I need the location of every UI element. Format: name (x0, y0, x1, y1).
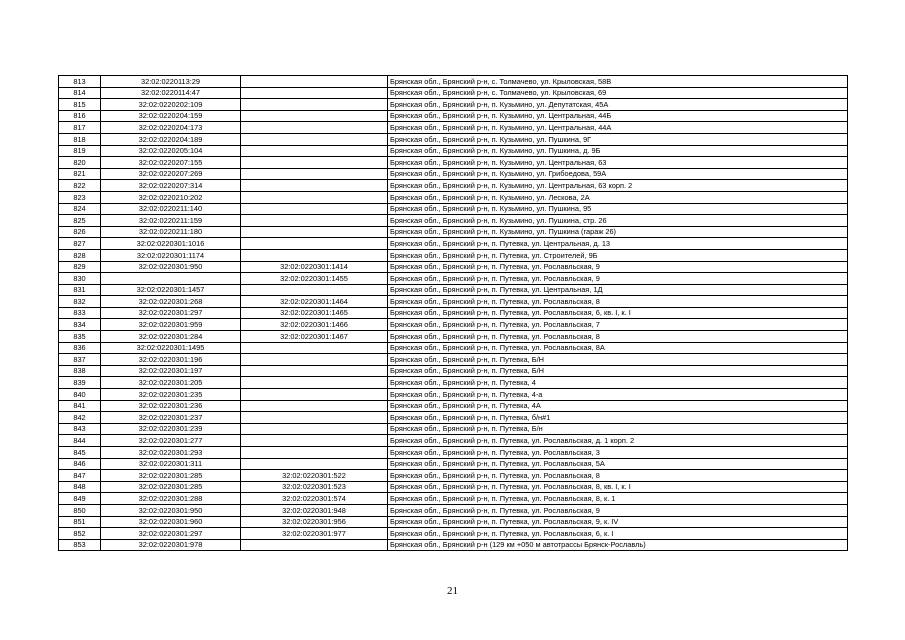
related-cadastral-number-cell (241, 133, 388, 145)
address-cell: Брянская обл., Брянский р-н, п. Кузьмино, ул. Лескова, 2А (388, 191, 848, 203)
row-number-cell: 831 (59, 284, 101, 296)
address-cell: Брянская обл., Брянский р-н, с. Толмачево, ул. Крыловская, 58В (388, 76, 848, 88)
table-row (59, 226, 848, 238)
address-cell: Брянская обл., Брянский р-н, п. Кузьмино, ул. Центральная, 63 корп. 2 (388, 180, 848, 192)
related-cadastral-number-cell (241, 284, 388, 296)
related-cadastral-number-cell (241, 238, 388, 250)
row-number-cell: 813 (59, 76, 101, 88)
row-number-cell: 834 (59, 319, 101, 331)
cadastral-number-cell: 32:02:0220204:189 (101, 133, 241, 145)
address-cell: Брянская обл., Брянский р-н, п. Кузьмино, ул. Пушкина, д. 9Б (388, 145, 848, 157)
related-cadastral-number-cell (241, 157, 388, 169)
related-cadastral-number-cell (241, 412, 388, 424)
address-cell: Брянская обл., Брянский р-н, п. Путевка, ул. Рославльская, 8, к. 1 (388, 493, 848, 505)
address-cell: Брянская обл., Брянский р-н, п. Путевка, ул. Рославльская, 8 (388, 470, 848, 482)
row-number-cell: 817 (59, 122, 101, 134)
address-cell: Брянская обл., Брянский р-н, п. Путевка, ул. Строителей, 9Б (388, 249, 848, 261)
row-number-cell: 839 (59, 377, 101, 389)
address-cell: Брянская обл., Брянский р-н, п. Кузьмино, ул. Пушкина, стр. 26 (388, 215, 848, 227)
related-cadastral-number-cell (241, 377, 388, 389)
row-number-cell: 838 (59, 365, 101, 377)
cadastral-number-cell: 32:02:0220301:237 (101, 412, 241, 424)
table-row (59, 470, 848, 482)
address-cell: Брянская обл., Брянский р-н, п. Кузьмино, ул. Центральная, 44Б (388, 110, 848, 122)
related-cadastral-number-cell: 32:02:0220301:523 (241, 481, 388, 493)
row-number-cell: 851 (59, 516, 101, 528)
related-cadastral-number-cell (241, 168, 388, 180)
table-row (59, 377, 848, 389)
related-cadastral-number-cell (241, 122, 388, 134)
cadastral-number-cell: 32:02:0220301:285 (101, 470, 241, 482)
address-cell: Брянская обл., Брянский р-н, п. Путевка, ул. Рославльская, 3 (388, 447, 848, 459)
row-number-cell: 848 (59, 481, 101, 493)
registry-table (58, 75, 848, 551)
related-cadastral-number-cell: 32:02:0220301:956 (241, 516, 388, 528)
related-cadastral-number-cell (241, 110, 388, 122)
table-row (59, 389, 848, 401)
table-row (59, 191, 848, 203)
table-row (59, 365, 848, 377)
address-cell: Брянская обл., Брянский р-н, п. Путевка, ул. Рославльская, 8, кв. I, к. I (388, 481, 848, 493)
related-cadastral-number-cell (241, 226, 388, 238)
row-number-cell: 819 (59, 145, 101, 157)
table-row (59, 319, 848, 331)
table-row (59, 504, 848, 516)
address-cell: Брянская обл., Брянский р-н, п. Путевка, ул. Центральная, 1Д (388, 284, 848, 296)
cadastral-number-cell: 32:02:0220207:269 (101, 168, 241, 180)
related-cadastral-number-cell (241, 191, 388, 203)
cadastral-number-cell: 32:02:0220301:1174 (101, 249, 241, 261)
table-row (59, 516, 848, 528)
address-cell: Брянская обл., Брянский р-н, с. Толмачево, ул. Крыловская, 69 (388, 87, 848, 99)
cadastral-number-cell: 32:02:0220301:297 (101, 528, 241, 540)
table-row (59, 296, 848, 308)
cadastral-number-cell: 32:02:0220301:978 (101, 539, 241, 551)
related-cadastral-number-cell (241, 145, 388, 157)
related-cadastral-number-cell (241, 354, 388, 366)
row-number-cell: 844 (59, 435, 101, 447)
row-number-cell: 845 (59, 447, 101, 459)
address-cell: Брянская обл., Брянский р-н, п. Путевка, ул. Рославльская, 9 (388, 261, 848, 273)
cadastral-number-cell: 32:02:0220301:311 (101, 458, 241, 470)
row-number-cell: 842 (59, 412, 101, 424)
related-cadastral-number-cell (241, 180, 388, 192)
related-cadastral-number-cell: 32:02:0220301:1464 (241, 296, 388, 308)
row-number-cell: 826 (59, 226, 101, 238)
cadastral-number-cell: 32:02:0220301:285 (101, 481, 241, 493)
table-row (59, 447, 848, 459)
address-cell: Брянская обл., Брянский р-н, п. Кузьмино, ул. Депутатская, 45А (388, 99, 848, 111)
cadastral-number-cell: 32:02:0220301:959 (101, 319, 241, 331)
table-row (59, 203, 848, 215)
cadastral-number-cell: 32:02:0220113:29 (101, 76, 241, 88)
table-row (59, 412, 848, 424)
table-row (59, 354, 848, 366)
address-cell: Брянская обл., Брянский р-н, п. Путевка, ул. Рославльская, 8 (388, 296, 848, 308)
table-row (59, 133, 848, 145)
related-cadastral-number-cell (241, 539, 388, 551)
cadastral-number-cell: 32:02:0220211:159 (101, 215, 241, 227)
address-cell: Брянская обл., Брянский р-н, п. Кузьмино, ул. Пушкина (гараж 26) (388, 226, 848, 238)
related-cadastral-number-cell: 32:02:0220301:977 (241, 528, 388, 540)
cadastral-number-cell: 32:02:0220202:109 (101, 99, 241, 111)
cadastral-number-cell: 32:02:0220301:197 (101, 365, 241, 377)
address-cell: Брянская обл., Брянский р-н, п. Путевка, ул. Рославльская, 8 (388, 331, 848, 343)
table-row (59, 157, 848, 169)
page-number: 21 (447, 585, 458, 597)
related-cadastral-number-cell (241, 249, 388, 261)
table-row (59, 331, 848, 343)
row-number-cell: 836 (59, 342, 101, 354)
row-number-cell: 820 (59, 157, 101, 169)
address-cell: Брянская обл., Брянский р-н, п. Путевка, 4 (388, 377, 848, 389)
table-row (59, 307, 848, 319)
row-number-cell: 823 (59, 191, 101, 203)
cadastral-number-cell: 32:02:0220301:284 (101, 331, 241, 343)
related-cadastral-number-cell (241, 342, 388, 354)
table-row (59, 261, 848, 273)
table-row (59, 400, 848, 412)
related-cadastral-number-cell (241, 458, 388, 470)
related-cadastral-number-cell: 32:02:0220301:574 (241, 493, 388, 505)
address-cell: Брянская обл., Брянский р-н, п. Путевка, ул. Рославльская, 9 (388, 273, 848, 285)
row-number-cell: 821 (59, 168, 101, 180)
address-cell: Брянская обл., Брянский р-н, п. Путевка, ул. Рославльская, 6, кв. I, к. I (388, 307, 848, 319)
cadastral-number-cell: 32:02:0220207:155 (101, 157, 241, 169)
row-number-cell: 833 (59, 307, 101, 319)
cadastral-number-cell: 32:02:0220301:1016 (101, 238, 241, 250)
row-number-cell: 822 (59, 180, 101, 192)
cadastral-number-cell: 32:02:0220301:268 (101, 296, 241, 308)
row-number-cell: 825 (59, 215, 101, 227)
row-number-cell: 846 (59, 458, 101, 470)
cadastral-number-cell: 32:02:0220207:314 (101, 180, 241, 192)
related-cadastral-number-cell (241, 203, 388, 215)
related-cadastral-number-cell: 32:02:0220301:1467 (241, 331, 388, 343)
related-cadastral-number-cell: 32:02:0220301:1466 (241, 319, 388, 331)
table-row (59, 87, 848, 99)
related-cadastral-number-cell: 32:02:0220301:1455 (241, 273, 388, 285)
table-row (59, 458, 848, 470)
row-number-cell: 841 (59, 400, 101, 412)
table-row (59, 435, 848, 447)
address-cell: Брянская обл., Брянский р-н, п. Путевка, Б/Н (388, 365, 848, 377)
row-number-cell: 816 (59, 110, 101, 122)
cadastral-number-cell: 32:02:0220301:293 (101, 447, 241, 459)
cadastral-number-cell (101, 273, 241, 285)
cadastral-number-cell: 32:02:0220211:180 (101, 226, 241, 238)
table-row (59, 273, 848, 285)
cadastral-number-cell: 32:02:0220210:202 (101, 191, 241, 203)
address-cell: Брянская обл., Брянский р-н, п. Путевка, 4А (388, 400, 848, 412)
cadastral-number-cell: 32:02:0220301:239 (101, 423, 241, 435)
row-number-cell: 824 (59, 203, 101, 215)
row-number-cell: 830 (59, 273, 101, 285)
address-cell: Брянская обл., Брянский р-н, п. Кузьмино, ул. Пушкина, 95 (388, 203, 848, 215)
address-cell: Брянская обл., Брянский р-н, п. Кузьмино, ул. Центральная, 63 (388, 157, 848, 169)
related-cadastral-number-cell (241, 435, 388, 447)
address-cell: Брянская обл., Брянский р-н, п. Кузьмино, ул. Пушкина, 9Г (388, 133, 848, 145)
related-cadastral-number-cell (241, 76, 388, 88)
table-row (59, 99, 848, 111)
cadastral-number-cell: 32:02:0220301:277 (101, 435, 241, 447)
registry-table-body (59, 76, 848, 551)
related-cadastral-number-cell (241, 423, 388, 435)
row-number-cell: 847 (59, 470, 101, 482)
table-row (59, 493, 848, 505)
table-row (59, 423, 848, 435)
address-cell: Брянская обл., Брянский р-н, п. Путевка, ул. Рославльская, 9 (388, 504, 848, 516)
address-cell: Брянская обл., Брянский р-н, п. Путевка, Б/н (388, 423, 848, 435)
related-cadastral-number-cell: 32:02:0220301:1414 (241, 261, 388, 273)
cadastral-number-cell: 32:02:0220301:1457 (101, 284, 241, 296)
address-cell: Брянская обл., Брянский р-н, п. Путевка, ул. Рославльская, д. 1 корп. 2 (388, 435, 848, 447)
row-number-cell: 814 (59, 87, 101, 99)
cadastral-number-cell: 32:02:0220301:960 (101, 516, 241, 528)
table-row (59, 481, 848, 493)
row-number-cell: 843 (59, 423, 101, 435)
row-number-cell: 853 (59, 539, 101, 551)
cadastral-number-cell: 32:02:0220301:205 (101, 377, 241, 389)
row-number-cell: 832 (59, 296, 101, 308)
row-number-cell: 818 (59, 133, 101, 145)
table-row (59, 238, 848, 250)
row-number-cell: 850 (59, 504, 101, 516)
table-row (59, 539, 848, 551)
related-cadastral-number-cell (241, 87, 388, 99)
address-cell: Брянская обл., Брянский р-н, п. Путевка, 4-а (388, 389, 848, 401)
address-cell: Брянская обл., Брянский р-н, п. Путевка, ул. Рославльская, 8А (388, 342, 848, 354)
table-row (59, 284, 848, 296)
row-number-cell: 828 (59, 249, 101, 261)
row-number-cell: 829 (59, 261, 101, 273)
row-number-cell: 837 (59, 354, 101, 366)
cadastral-number-cell: 32:02:0220301:196 (101, 354, 241, 366)
table-row (59, 122, 848, 134)
address-cell: Брянская обл., Брянский р-н, п. Кузьмино, ул. Центральная, 44А (388, 122, 848, 134)
related-cadastral-number-cell (241, 99, 388, 111)
related-cadastral-number-cell: 32:02:0220301:522 (241, 470, 388, 482)
table-row (59, 342, 848, 354)
table-row (59, 249, 848, 261)
row-number-cell: 840 (59, 389, 101, 401)
address-cell: Брянская обл., Брянский р-н, п. Путевка, б/н#1 (388, 412, 848, 424)
address-cell: Брянская обл., Брянский р-н, п. Путевка, ул. Центральная, д. 13 (388, 238, 848, 250)
table-row (59, 528, 848, 540)
row-number-cell: 849 (59, 493, 101, 505)
address-cell: Брянская обл., Брянский р-н, п. Путевка, Б/Н (388, 354, 848, 366)
cadastral-number-cell: 32:02:0220211:140 (101, 203, 241, 215)
related-cadastral-number-cell (241, 400, 388, 412)
address-cell: Брянская обл., Брянский р-н, п. Путевка, ул. Рославльская, 6, к. I (388, 528, 848, 540)
address-cell: Брянская обл., Брянский р-н (129 км +050 м автотрассы Брянск-Рославль) (388, 539, 848, 551)
address-cell: Брянская обл., Брянский р-н, п. Путевка, ул. Рославльская, 7 (388, 319, 848, 331)
related-cadastral-number-cell (241, 447, 388, 459)
cadastral-number-cell: 32:02:0220205:104 (101, 145, 241, 157)
table-row (59, 76, 848, 88)
address-cell: Брянская обл., Брянский р-н, п. Кузьмино, ул. Грибоедова, 59А (388, 168, 848, 180)
related-cadastral-number-cell (241, 365, 388, 377)
cadastral-number-cell: 32:02:0220301:288 (101, 493, 241, 505)
cadastral-number-cell: 32:02:0220301:950 (101, 261, 241, 273)
cadastral-number-cell: 32:02:0220301:297 (101, 307, 241, 319)
row-number-cell: 827 (59, 238, 101, 250)
cadastral-number-cell: 32:02:0220204:159 (101, 110, 241, 122)
row-number-cell: 852 (59, 528, 101, 540)
table-row (59, 180, 848, 192)
address-cell: Брянская обл., Брянский р-н, п. Путевка, ул. Рославльская, 9, к. IV (388, 516, 848, 528)
table-row (59, 215, 848, 227)
related-cadastral-number-cell (241, 215, 388, 227)
cadastral-number-cell: 32:02:0220114:47 (101, 87, 241, 99)
table-row (59, 110, 848, 122)
cadastral-number-cell: 32:02:0220204:173 (101, 122, 241, 134)
related-cadastral-number-cell (241, 389, 388, 401)
row-number-cell: 815 (59, 99, 101, 111)
address-cell: Брянская обл., Брянский р-н, п. Путевка, ул. Рославльская, 5А (388, 458, 848, 470)
table-row (59, 145, 848, 157)
table-row (59, 168, 848, 180)
cadastral-number-cell: 32:02:0220301:235 (101, 389, 241, 401)
row-number-cell: 835 (59, 331, 101, 343)
cadastral-number-cell: 32:02:0220301:1495 (101, 342, 241, 354)
related-cadastral-number-cell: 32:02:0220301:948 (241, 504, 388, 516)
cadastral-number-cell: 32:02:0220301:236 (101, 400, 241, 412)
cadastral-number-cell: 32:02:0220301:950 (101, 504, 241, 516)
related-cadastral-number-cell: 32:02:0220301:1465 (241, 307, 388, 319)
